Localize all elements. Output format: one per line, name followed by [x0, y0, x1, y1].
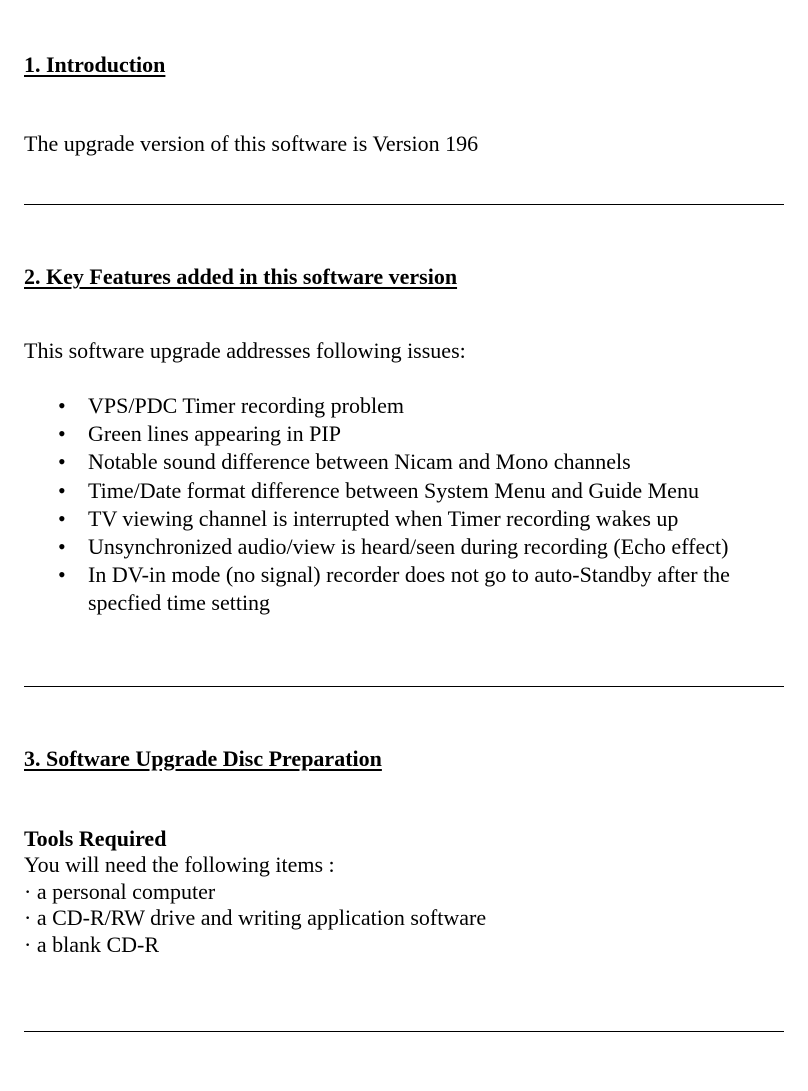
- divider: [24, 686, 784, 687]
- list-item: • In DV-in mode (no signal) recorder does not go to auto-Standby after the specfied time setting: [58, 562, 730, 616]
- tool-item: · a personal computer: [24, 879, 216, 904]
- list-item: • Notable sound difference between Nicam and Mono channels: [58, 448, 778, 476]
- tools-intro: You will need the following items :: [24, 852, 335, 877]
- version-text: The upgrade version of this software is Version 196: [24, 131, 479, 156]
- list-item: • TV viewing channel is interrupted when Timer recording wakes up: [58, 505, 778, 533]
- bullet-icon: •: [58, 505, 66, 531]
- list-item: • Time/Date format difference between System Menu and Guide Menu: [58, 477, 778, 505]
- bullet-icon: •: [58, 477, 66, 503]
- bullet-icon: •: [58, 421, 66, 447]
- issues-list: [58, 392, 778, 618]
- bullet-icon: •: [58, 534, 66, 560]
- divider: [24, 1031, 784, 1032]
- list-item: • Green lines appearing in PIP: [58, 420, 778, 448]
- section-1-heading: 1. Introduction: [24, 52, 166, 77]
- bullet-icon: •: [58, 449, 66, 475]
- tools-title: Tools Required: [24, 826, 167, 851]
- tool-item: · a blank CD-R: [24, 932, 160, 957]
- section-2-heading: 2. Key Features added in this software version: [24, 264, 458, 289]
- section-3-heading: 3. Software Upgrade Disc Preparation: [24, 746, 382, 771]
- tool-item: · a CD-R/RW drive and writing application software: [24, 905, 487, 930]
- issues-intro: This software upgrade addresses following issues:: [24, 338, 466, 363]
- bullet-icon: •: [58, 393, 66, 418]
- bullet-icon: •: [58, 562, 66, 588]
- list-item: • Unsynchronized audio/view is heard/seen during recording (Echo effect): [58, 533, 778, 561]
- list-item: • VPS/PDC Timer recording problem: [58, 392, 778, 420]
- divider: [24, 204, 784, 205]
